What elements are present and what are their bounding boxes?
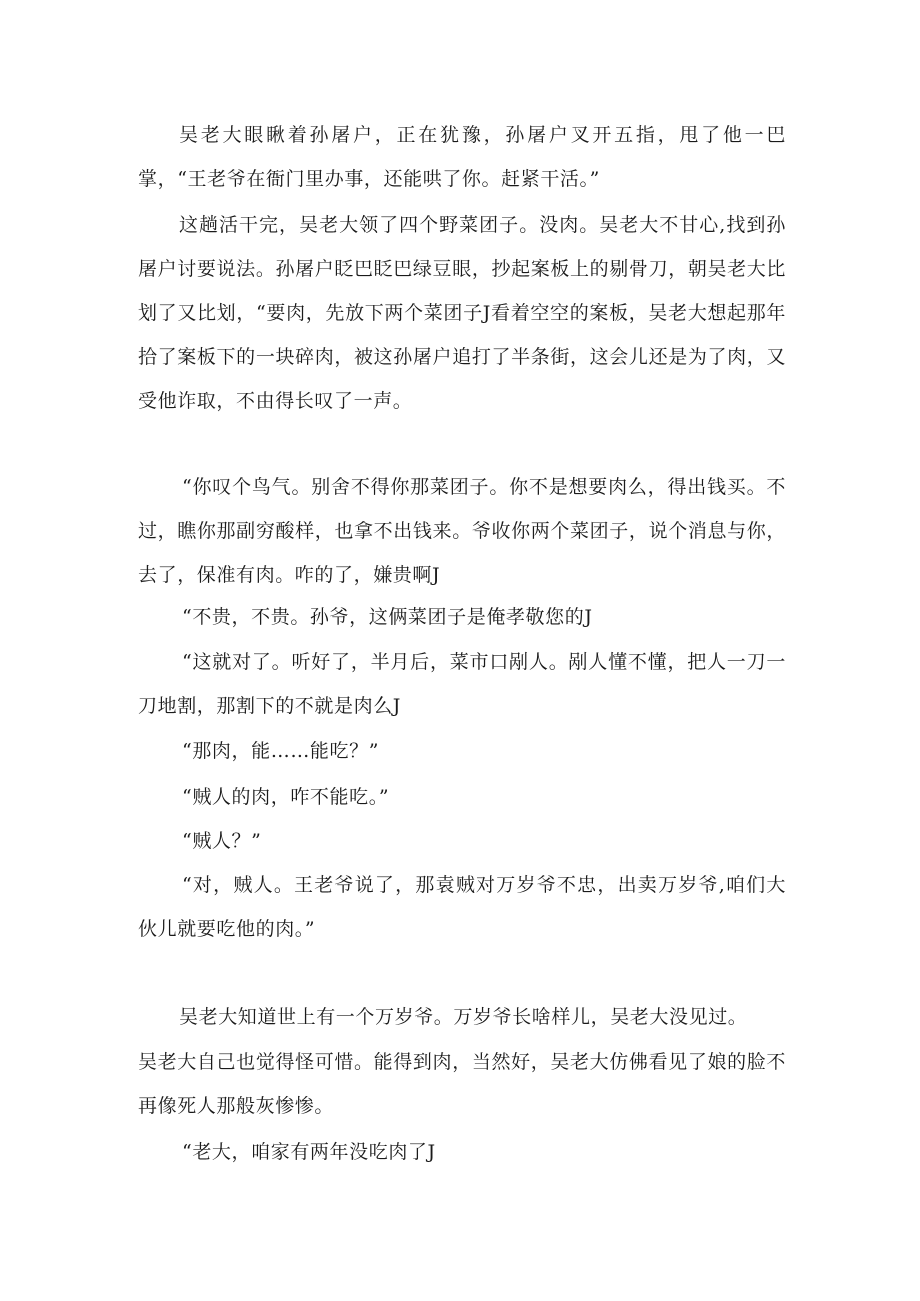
paragraph-3: “你叹个鸟气。别舍不得你那菜团子。你不是想要肉么，得出钱买。不过，瞧你那副穷酸样，也拿不出钱来。爷收你两个菜团子，说个消息与你，去了，保准有肉。咋的了，嫌贵啊J	[138, 476, 786, 586]
paragraph-10: 吴老大知道世上有一个万岁爷。万岁爷长啥样儿，吴老大没见过。	[179, 1006, 748, 1028]
paragraph-7: “贼人的肉，咋不能吃。”	[182, 786, 390, 808]
paragraph-4: “不贵，不贵。孙爷，这俩菜团子是俺孝敬您的J	[182, 606, 593, 628]
paragraph-6: “那肉，能……能吃？”	[182, 740, 380, 762]
paragraph-1: 吴老大眼瞅着孙屠户，正在犹豫，孙屠户叉开五指，甩了他一巴掌，“王老爷在衙门里办事，还能哄了你。赶紧干活。”	[138, 124, 786, 190]
paragraph-2: 这趟活干完，吴老大领了四个野菜团子。没肉。吴老大不甘心,找到孙屠户讨要说法。孙屠户眨巴眨巴绿豆眼，抄起案板上的剔骨刀，朝吴老大比划了又比划，“要肉，先放下两个菜团子J看着空空的案板，吴老大想起那年拾了案板下的一块碎肉，被这孙屠户追打了半条街，这会儿还是为了肉，又受他诈取，不由得长叹了一声。	[138, 214, 786, 412]
paragraph-5: “这就对了。听好了，半月后，菜市口剐人。剐人懂不懂，把人一刀一刀地割，那割下的不就是肉么J	[138, 651, 786, 717]
paragraph-9: “对，贼人。王老爷说了，那袁贼对万岁爷不忠，出卖万岁爷,咱们大伙儿就要吃他的肉。”	[138, 874, 786, 940]
paragraph-8: “贼人？”	[182, 830, 262, 852]
paragraph-11: 吴老大自己也觉得怪可惜。能得到肉，当然好，吴老大仿佛看见了娘的脸不再像死人那般灰惨惨。	[138, 1051, 786, 1117]
paragraph-12: “老大，咱家有两年没吃肉了J	[182, 1141, 436, 1163]
